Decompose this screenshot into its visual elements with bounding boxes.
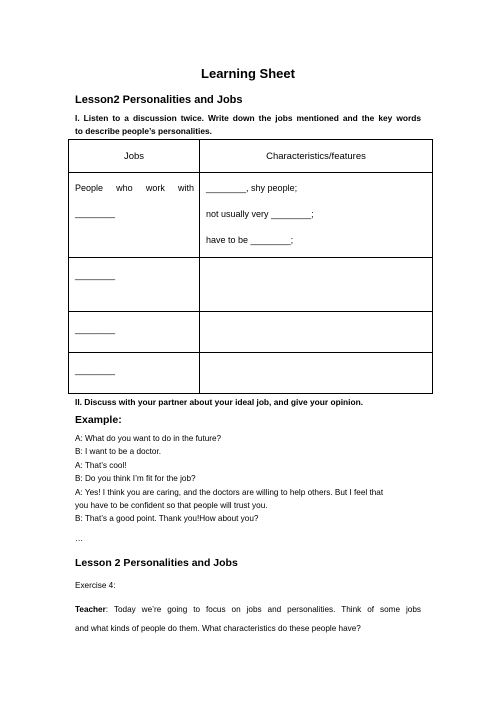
job-cell[interactable] <box>69 353 200 394</box>
features-cell[interactable] <box>200 312 433 353</box>
teacher-label: Teacher <box>75 605 106 614</box>
dialogue-line: A: Yes! I think you are caring, and the doctors are willing to help others. But I feel that <box>75 487 384 497</box>
task-2-instructions: II. Discuss with your partner about your ideal job, and give your opinion. <box>75 397 364 407</box>
job-cell[interactable] <box>69 258 200 312</box>
teacher-line-1-text: : Today we’re going to focus on jobs and personalities. Think of some jobs <box>105 605 421 614</box>
teacher-paragraph <box>75 600 421 638</box>
page-title: Learning Sheet <box>201 66 295 81</box>
job-blank: ________ <box>75 270 116 280</box>
dialogue-line: A: That’s cool! <box>75 460 127 470</box>
table-header-row <box>69 140 433 173</box>
table-row <box>69 353 433 394</box>
job-blank: ________ <box>75 208 116 218</box>
dialogue-line: B: That’s a good point. Thank you!How about you? <box>75 514 259 524</box>
table-row <box>69 258 433 312</box>
feature-line-1: ________, shy people; <box>206 183 298 193</box>
lesson-2-heading: Lesson 2 Personalities and Jobs <box>75 557 238 569</box>
exercise-label: Exercise 4: <box>75 581 116 590</box>
task-1-line-2: to describe people’s personalities. <box>75 126 212 136</box>
features-cell[interactable] <box>200 173 433 258</box>
teacher-line-1 <box>75 600 421 619</box>
feature-line-3: have to be ________; <box>206 235 294 245</box>
dialogue-line: A: What do you want to do in the future? <box>75 434 222 443</box>
table-row <box>69 312 433 353</box>
job-blank: ________ <box>75 324 116 334</box>
table-row <box>69 173 433 258</box>
job-line-1: People who work with <box>75 183 194 193</box>
task-1-instructions <box>75 112 421 138</box>
teacher-line-2: and what kinds of people do them. What characteristics do these people have? <box>75 624 361 633</box>
example-label: Example: <box>75 414 122 426</box>
job-blank: ________ <box>75 365 116 375</box>
task-1-line-1: I. Listen to a discussion twice. Write down the jobs mentioned and the key words <box>75 113 421 123</box>
dialogue-line: you have to be confident so that people will trust you. <box>75 501 268 511</box>
jobs-table <box>68 139 433 394</box>
ellipsis: … <box>75 534 84 543</box>
header-jobs: Jobs <box>69 140 200 173</box>
features-cell[interactable] <box>200 258 433 312</box>
dialogue-line: B: I want to be a doctor. <box>75 447 162 457</box>
dialogue-line: B: Do you think I’m fit for the job? <box>75 474 196 484</box>
example-dialogue <box>75 432 425 526</box>
lesson-heading: Lesson2 Personalities and Jobs <box>75 94 243 106</box>
features-cell[interactable] <box>200 353 433 394</box>
feature-line-2: not usually very ________; <box>206 209 314 219</box>
job-cell[interactable] <box>69 173 200 258</box>
job-cell[interactable] <box>69 312 200 353</box>
header-characteristics: Characteristics/features <box>200 140 433 173</box>
